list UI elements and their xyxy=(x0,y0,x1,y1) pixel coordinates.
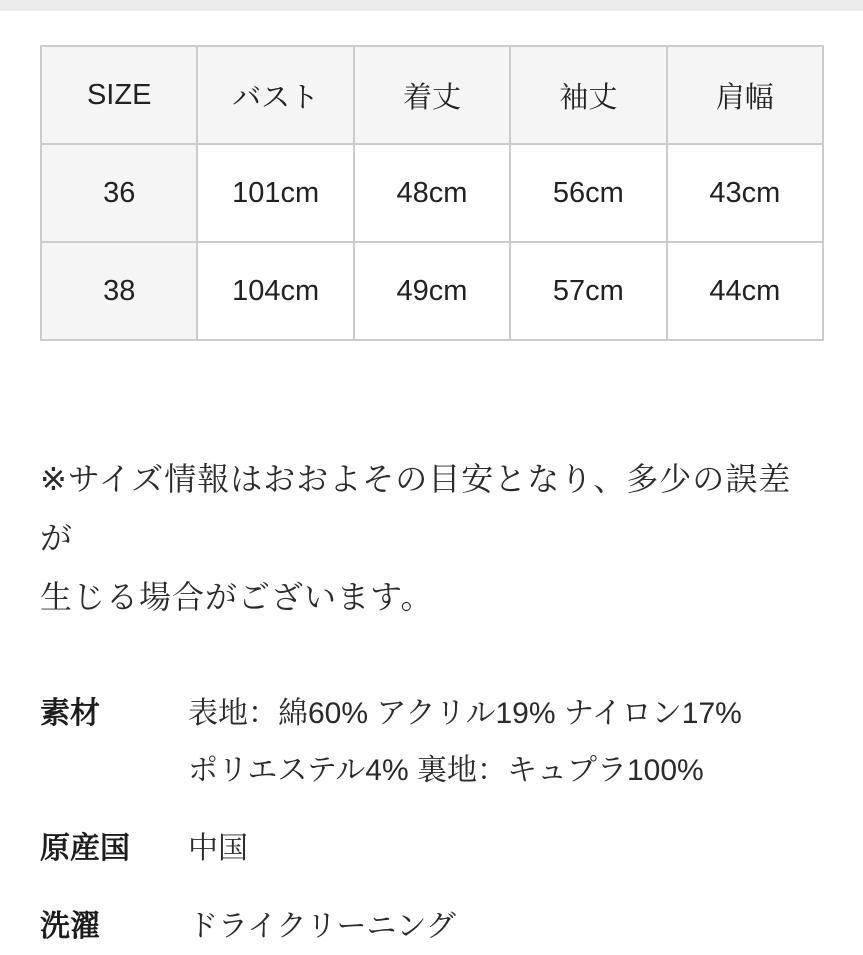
length-cell: 48cm xyxy=(354,144,510,242)
product-spec-section xyxy=(0,45,863,955)
top-divider-strip xyxy=(0,0,863,11)
origin-label: 原産国 xyxy=(40,832,130,865)
size-table-header-sleeve: 袖丈 xyxy=(510,46,666,144)
detail-row-washing xyxy=(40,898,824,955)
size-table xyxy=(40,45,824,341)
shoulder-cell: 44cm xyxy=(667,242,823,340)
size-table-header-bust: バスト xyxy=(197,46,353,144)
size-disclaimer-line-1: ※サイズ情報はおおよその目安となり、多少の誤差が xyxy=(40,461,792,556)
washing-value xyxy=(188,898,456,955)
material-label: 素材 xyxy=(40,697,100,730)
size-disclaimer-note xyxy=(40,450,824,627)
length-cell: 49cm xyxy=(354,242,510,340)
size-cell: 36 xyxy=(41,144,197,242)
detail-row-origin xyxy=(40,820,824,877)
sleeve-cell: 57cm xyxy=(510,242,666,340)
material-value-line-2: ポリエステル4% 裏地：キュプラ100% xyxy=(188,754,704,787)
size-table-header-shoulder: 肩幅 xyxy=(667,46,823,144)
bust-cell: 104cm xyxy=(197,242,353,340)
origin-value-line-1: 中国 xyxy=(188,832,248,865)
shoulder-cell: 43cm xyxy=(667,144,823,242)
material-value-line-1: 表地：綿60% アクリル19% ナイロン17% xyxy=(188,697,742,730)
size-table-header-row xyxy=(41,46,823,144)
size-table-row-38 xyxy=(41,242,823,340)
washing-label: 洗濯 xyxy=(40,910,100,943)
washing-value-line-1: ドライクリーニング xyxy=(188,910,456,943)
size-table-header-size: SIZE xyxy=(41,46,197,144)
size-disclaimer-line-2: 生じる場合がございます。 xyxy=(40,579,434,615)
size-table-row-36 xyxy=(41,144,823,242)
size-cell: 38 xyxy=(41,242,197,340)
origin-value xyxy=(188,820,248,877)
detail-row-material xyxy=(40,685,824,799)
material-value xyxy=(188,685,742,799)
size-table-header-length: 着丈 xyxy=(354,46,510,144)
product-details-list xyxy=(40,685,824,955)
sleeve-cell: 56cm xyxy=(510,144,666,242)
bust-cell: 101cm xyxy=(197,144,353,242)
